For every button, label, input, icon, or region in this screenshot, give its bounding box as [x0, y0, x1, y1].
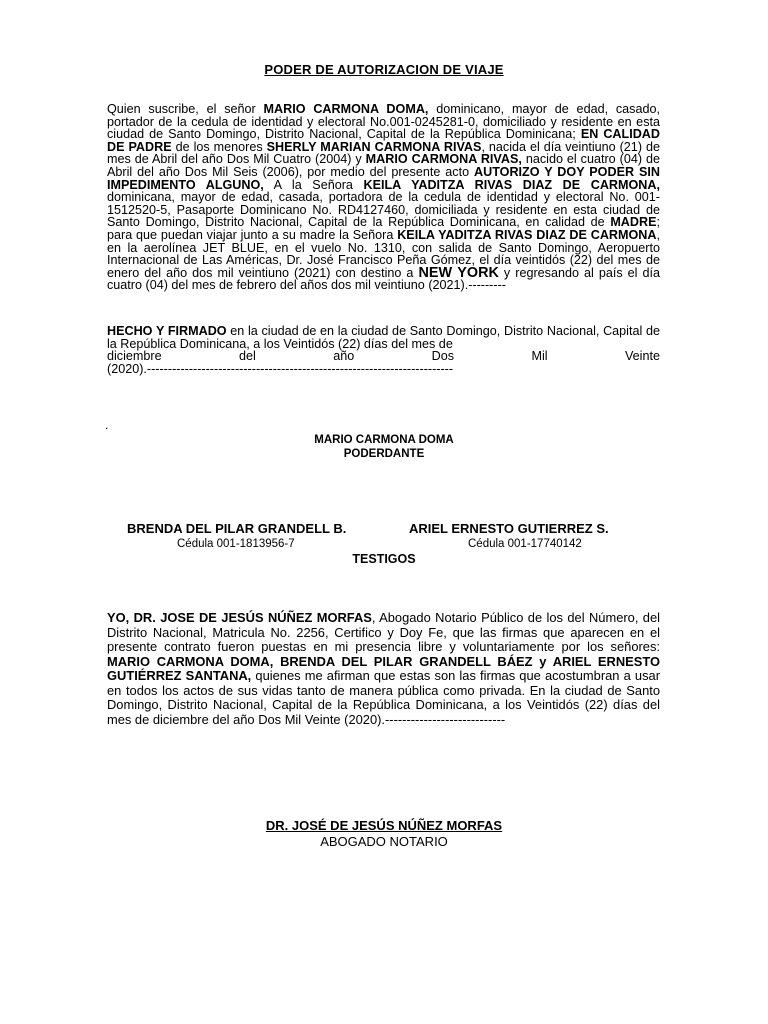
notary-signature-block — [0, 818, 768, 849]
text-run: ; para que puedan viajar junto a su madre la Señora — [107, 215, 660, 242]
poderdante-signature-block — [0, 434, 768, 461]
father-capacity: EN CALIDAD DE PADRE — [107, 127, 660, 154]
notary-intro: YO, DR. JOSE DE JESÚS NÚÑEZ MORFAS — [107, 610, 372, 625]
text-run: , en la aerolínea JET BLUE, en el vuelo No. 1310, con salida de Santo Domingo, Aeropuerto Internacional de Las Américas, Dr. José Francisco Peña Gómez, el día veintidós (22) del mes de enero del año dos mil veintiuno (2021) con destino a — [107, 227, 660, 280]
text-run: A la Señora — [263, 177, 364, 192]
authorization-clause: AUTORIZO Y DOY PODER SIN IMPEDIMENTO ALGUNO, — [107, 164, 660, 192]
signed-clause: HECHO Y FIRMADO — [107, 324, 227, 338]
word: Veinte — [624, 349, 660, 364]
authorization-paragraph — [107, 103, 660, 292]
notary-role: ABOGADO NOTARIO — [320, 833, 448, 849]
text-run: y regresando al país el día cuatro (04) del mes de febrero del años dos mil veintiuno (2021).--------- — [107, 265, 660, 293]
justified-line — [107, 350, 660, 363]
word: del — [239, 349, 256, 364]
text-run: (2020).------------------------------------------------------------------------- — [107, 361, 454, 376]
witnesses-label: TESTIGOS — [352, 552, 416, 566]
witness-2-name: ARIEL ERNESTO GUTIERREZ S. — [409, 521, 609, 536]
signing-text — [107, 325, 660, 350]
text-run: Quien suscribe, el señor — [107, 102, 264, 116]
text-run: en la ciudad de en la ciudad de Santo Domingo, Distrito Nacional, Capital de la República Dominicana, a los Veintidós (22) días del mes de — [107, 324, 660, 351]
mother-name-2: KEILA YADITZA RIVAS DIAZ DE CARMONA — [397, 227, 657, 242]
text-run: dominicano, mayor de edad, casado, portador de la cedula de identidad y electoral No.001-0245281-0, domiciliado y residente en esta ciudad de Santo Domingo, Distrito Nacional, Capital de la República Dominicana; — [107, 102, 660, 142]
word: Mil — [531, 349, 548, 364]
witness-2-cedula: Cédula 001-17740142 — [468, 538, 582, 550]
notary-paragraph — [107, 611, 660, 727]
text-run: dominicana, mayor de edad, casada, portadora de la cedula de identidad y electoral No. 001-1512520-5, Pasaporte Dominicano No. RD4127460, domiciliada y residente en esta ciudad de Santo Domingo, Distrito Nacional, Capital de la República Dominicana, en calidad de — [107, 190, 660, 230]
word: año — [333, 349, 355, 364]
destination: NEW YORK — [418, 264, 499, 281]
stray-dot: . — [105, 418, 109, 432]
signing-paragraph — [107, 325, 660, 375]
text-run: quienes me afirman que estas son las firmas que acostumbran a usar en todos los actos de sus vidas tanto de manera pública como privada. En la ciudad de Santo Domingo, Distrito Nacional, Capital de la República Dominicana, a los Veintidós (22) días del mes de diciembre del año Dos Mil Veinte (2020).---------------------------- — [107, 668, 660, 727]
mother-capacity: MADRE — [610, 215, 657, 230]
witness-1-name: BRENDA DEL PILAR GRANDELL B. — [127, 521, 347, 536]
witness-1-cedula: Cédula 001-1813956-7 — [177, 538, 295, 550]
text-run: nacido el cuatro (04) de Abril del año Dos Mil Seis (2006), por medio del presente acto — [107, 152, 660, 179]
minor-name-2: MARIO CARMONA RIVAS, — [365, 152, 522, 167]
minor-name-1: SHERLY MARIAN CARMONA RIVAS — [266, 139, 482, 154]
text-run: , Abogado Notario Público de los del Número, del Distrito Nacional, Matricula No. 2256, Certifico y Doy Fe, que las firmas que aparecen en el presente contrato fueron puestas en mi presencia libre y voluntariamente por los señores: — [107, 610, 660, 654]
word: diciembre — [107, 349, 162, 364]
text-run: de los menores — [171, 139, 267, 154]
poderdante-name: MARIO CARMONA DOMA — [314, 434, 454, 446]
word: Dos — [431, 349, 455, 364]
poderdante-role: PODERDANTE — [343, 447, 425, 460]
notary-name: DR. JOSÉ DE JESÚS NÚÑEZ MORFAS — [265, 818, 503, 833]
text-run: , nacida el día veintiuno (21) de mes de Abril del año Dos Mil Cuatro (2004) y — [107, 139, 660, 167]
mother-name: KEILA YADITZA RIVAS DIAZ DE CARMONA, — [363, 177, 660, 192]
document-title: PODER DE AUTORIZACION DE VIAJE — [264, 62, 504, 77]
signers-list: MARIO CARMONA DOMA, BRENDA DEL PILAR GRANDELL BÁEZ y ARIEL ERNESTO GUTIÉRREZ SANTANA, — [107, 653, 660, 683]
father-name: MARIO CARMONA DOMA, — [263, 102, 429, 116]
